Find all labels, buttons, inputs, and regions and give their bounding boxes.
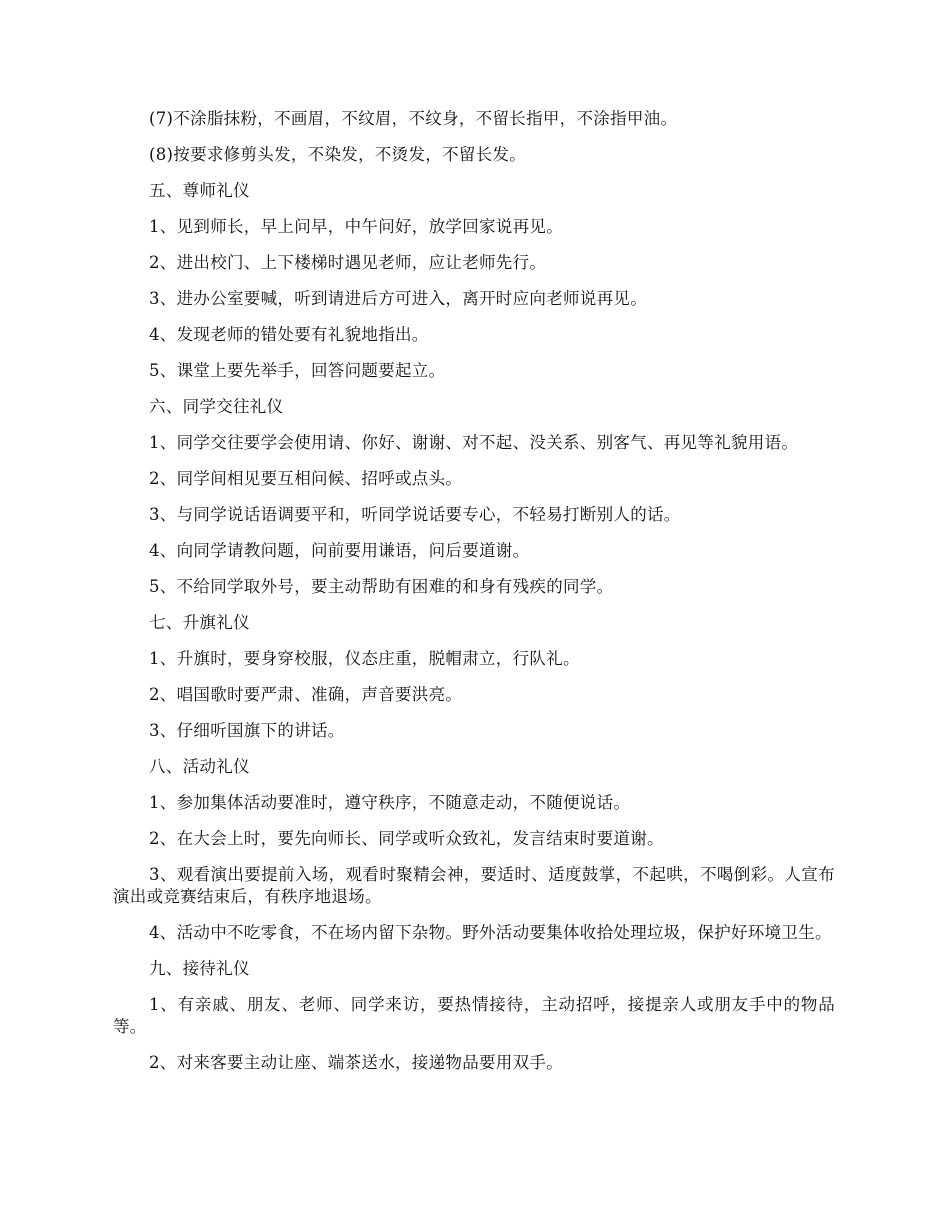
document-page [113,108,835,1088]
section-heading-respect-teachers: 五、尊师礼仪 [149,181,250,200]
paragraph-classmates-4: 4、向同学请教问题，问前要用谦语，问后要道谢。 [149,541,530,560]
paragraph-activities-3: 3、观看演出要提前入场，观看时聚精会神，要适时、适度鼓掌，不起哄，不喝倒彩。人宣布演出或竞赛结束后，有秩序地退场。 [113,865,835,906]
paragraph-classmates-1: 1、同学交往要学会使用请、你好、谢谢、对不起、没关系、别客气、再见等礼貌用语。 [149,433,799,452]
paragraph-rule-8: (8)按要求修剪头发，不染发，不烫发，不留长发。 [149,145,527,164]
paragraph-flag-3: 3、仔细听国旗下的讲话。 [149,721,345,740]
paragraph-respect-5: 5、课堂上要先举手，回答问题要起立。 [149,361,446,380]
section-heading-classmates: 六、同学交往礼仪 [149,397,284,416]
paragraph-activities-2: 2、在大会上时，要先向师长、同学或听众致礼，发言结束时要道谢。 [149,829,664,848]
paragraph-respect-3: 3、进办公室要喊，听到请进后方可进入，离开时应向老师说再见。 [149,289,647,308]
paragraph-respect-2: 2、进出校门、上下楼梯时遇见老师，应让老师先行。 [149,253,547,272]
paragraph-respect-4: 4、发现老师的错处要有礼貌地指出。 [149,325,429,344]
section-heading-activities: 八、活动礼仪 [149,757,250,776]
section-heading-flag-raising: 七、升旗礼仪 [149,613,250,632]
paragraph-classmates-3: 3、与同学说话语调要平和，听同学说话要专心，不轻易打断别人的话。 [149,505,681,524]
paragraph-classmates-5: 5、不给同学取外号，要主动帮助有困难的和身有残疾的同学。 [149,577,614,596]
paragraph-respect-1: 1、见到师长，早上问早，中午问好，放学回家说再见。 [149,217,563,236]
paragraph-reception-2: 2、对来客要主动让座、端茶送水，接递物品要用双手。 [149,1053,563,1072]
paragraph-reception-1: 1、有亲戚、朋友、老师、同学来访，要热情接待，主动招呼，接提亲人或朋友手中的物品等。 [113,995,835,1036]
paragraph-activities-1: 1、参加集体活动要准时，遵守秩序，不随意走动，不随便说话。 [149,793,631,812]
paragraph-flag-2: 2、唱国歌时要严肃、准确，声音要洪亮。 [149,685,463,704]
section-heading-reception: 九、接待礼仪 [149,959,250,978]
paragraph-classmates-2: 2、同学间相见要互相问候、招呼或点头。 [149,469,463,488]
paragraph-flag-1: 1、升旗时，要身穿校服，仪态庄重，脱帽肃立，行队礼。 [149,649,580,668]
paragraph-rule-7: (7)不涂脂抹粉，不画眉，不纹眉，不纹身，不留长指甲，不涂指甲油。 [149,109,678,128]
paragraph-activities-4: 4、活动中不吃零食，不在场内留下杂物。野外活动要集体收拾处理垃圾，保护好环境卫生。 [149,923,832,942]
